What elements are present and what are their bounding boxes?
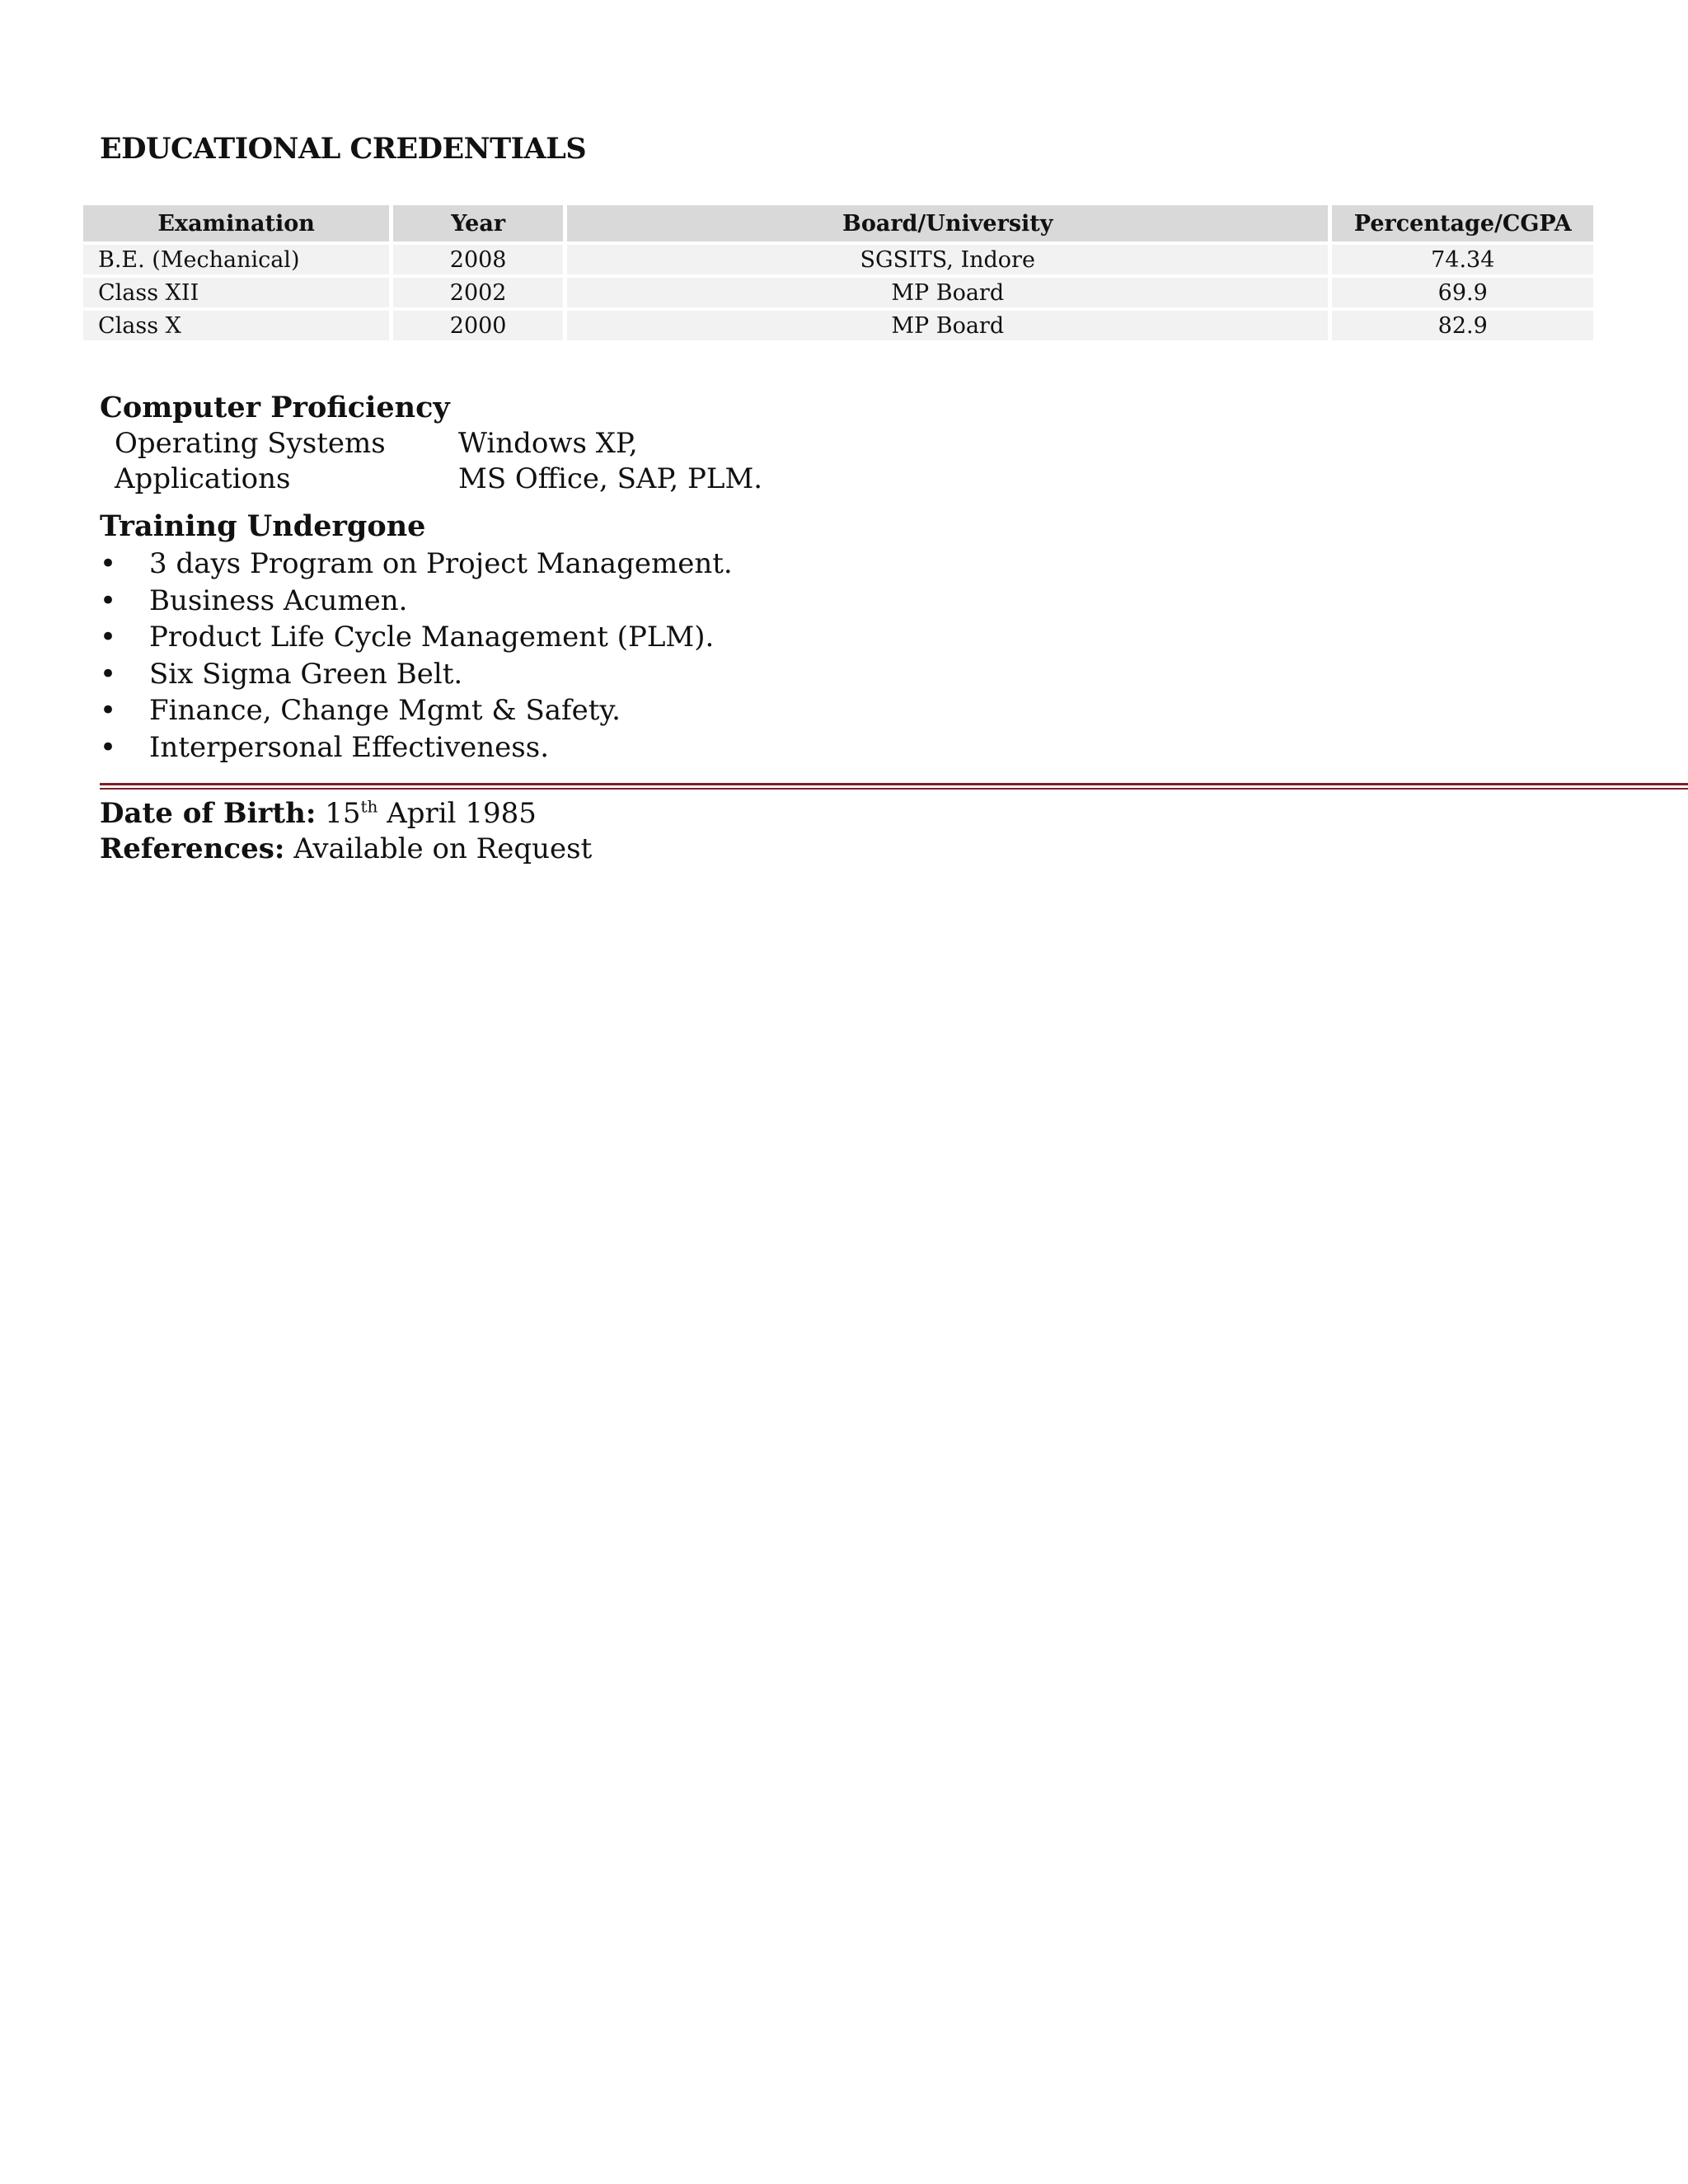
score-cell: 69.9	[1332, 278, 1593, 307]
table-row	[83, 245, 1593, 274]
section-divider	[100, 783, 1688, 785]
bullet-icon: •	[100, 583, 117, 617]
bullet-icon: •	[100, 547, 117, 580]
education-table	[79, 202, 1597, 344]
training-list	[100, 546, 733, 766]
column-header-percentage: Percentage/CGPA	[1332, 205, 1593, 241]
bullet-icon: •	[100, 694, 117, 727]
training-undergone-heading: Training Undergone	[100, 509, 426, 543]
section-divider	[100, 788, 1688, 790]
proficiency-value: MS Office, SAP, PLM.	[458, 462, 763, 495]
bullet-icon: •	[100, 730, 117, 764]
computer-proficiency-heading: Computer Proficiency	[100, 391, 450, 424]
exam-cell: B.E. (Mechanical)	[83, 245, 389, 274]
board-cell: SGSITS, Indore	[567, 245, 1329, 274]
list-item	[100, 656, 733, 693]
list-item	[100, 729, 733, 766]
column-header-year: Year	[393, 205, 563, 241]
training-item-text: Six Sigma Green Belt.	[149, 657, 463, 691]
table-row	[83, 278, 1593, 307]
year-cell: 2002	[393, 278, 563, 307]
educational-credentials-heading: EDUCATIONAL CREDENTIALS	[100, 132, 587, 166]
list-item	[100, 583, 733, 620]
year-cell: 2008	[393, 245, 563, 274]
board-cell: MP Board	[567, 278, 1329, 307]
list-item	[100, 546, 733, 583]
training-item-text: Product Life Cycle Management (PLM).	[149, 621, 715, 654]
score-cell: 74.34	[1332, 245, 1593, 274]
references-value: Available on Request	[293, 832, 593, 865]
references-line	[100, 832, 592, 865]
dob-suffix: th	[360, 796, 378, 817]
table-row	[83, 311, 1593, 340]
training-item-text: Interpersonal Effectiveness.	[149, 730, 549, 764]
proficiency-label: Operating Systems	[115, 427, 386, 460]
column-header-examination: Examination	[83, 205, 389, 241]
proficiency-label: Applications	[115, 462, 291, 495]
training-item-text: 3 days Program on Project Management.	[149, 547, 733, 580]
proficiency-value: Windows XP,	[458, 427, 638, 460]
list-item	[100, 692, 733, 729]
references-label: References:	[100, 832, 285, 865]
table-header-row	[83, 205, 1593, 241]
exam-cell: Class XII	[83, 278, 389, 307]
training-item-text: Business Acumen.	[149, 583, 408, 617]
exam-cell: Class X	[83, 311, 389, 340]
board-cell: MP Board	[567, 311, 1329, 340]
list-item	[100, 619, 733, 656]
column-header-board: Board/University	[567, 205, 1329, 241]
date-of-birth-line	[100, 797, 537, 830]
dob-rest: April 1985	[387, 797, 537, 830]
year-cell: 2000	[393, 311, 563, 340]
bullet-icon: •	[100, 621, 117, 654]
training-item-text: Finance, Change Mgmt & Safety.	[149, 694, 621, 727]
dob-day: 15	[325, 797, 361, 830]
dob-label: Date of Birth:	[100, 797, 316, 830]
score-cell: 82.9	[1332, 311, 1593, 340]
bullet-icon: •	[100, 657, 117, 691]
